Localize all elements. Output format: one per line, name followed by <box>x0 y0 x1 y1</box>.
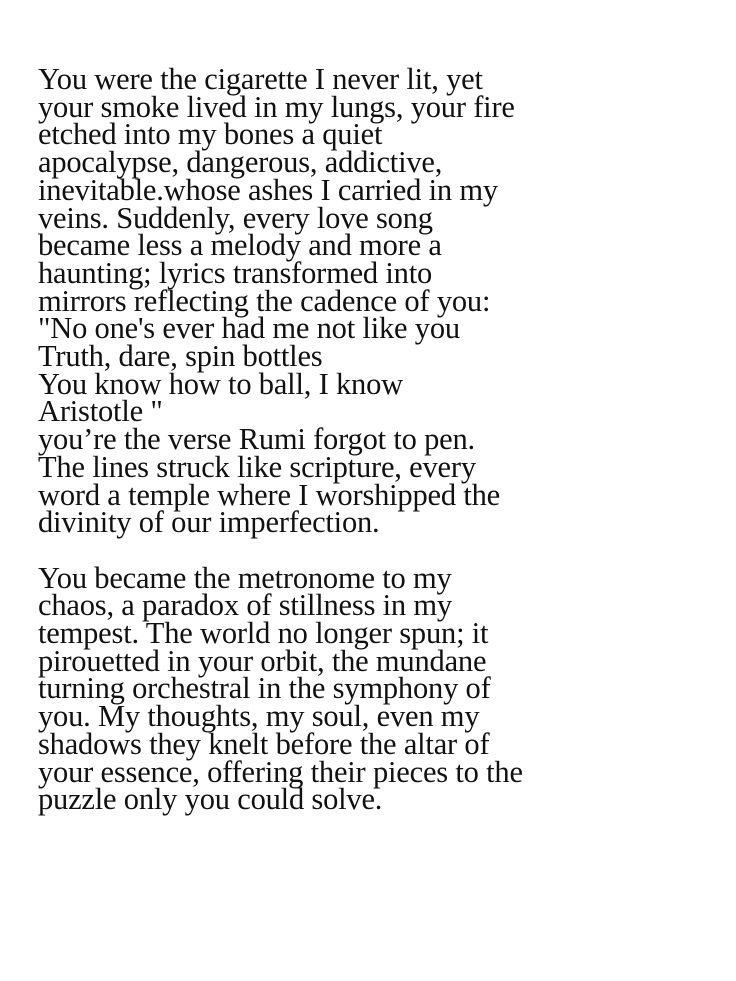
poem-line: etched into my bones a quiet <box>38 117 383 152</box>
poem-line: chaos, a paradox of stillness in my <box>38 588 452 623</box>
poem-line: word a temple where I worshipped the <box>38 477 501 512</box>
poem-line: shadows they knelt before the altar of <box>38 726 490 761</box>
poem-line: you. My thoughts, my soul, even my <box>38 699 480 734</box>
poem-line: pirouetted in your orbit, the mundane <box>38 643 487 678</box>
poem-line: You were the cigarette I never lit, yet <box>38 62 483 96</box>
poem-line: The lines struck like scripture, every <box>38 449 476 484</box>
poem-line: mirrors reflecting the cadence of you: <box>38 283 491 318</box>
poem-line: Aristotle " <box>38 394 163 429</box>
poem-line: divinity of our imperfection. <box>38 505 380 540</box>
poem-line: You know how to ball, I know <box>38 366 403 401</box>
poem-line: puzzle only you could solve. <box>38 782 383 817</box>
stanza-1 <box>38 62 718 540</box>
poem-line: turning orchestral in the symphony of <box>38 671 491 706</box>
poem-line: you’re the verse Rumi forgot to pen. <box>38 422 475 457</box>
poem-line: haunting; lyrics transformed into <box>38 255 433 290</box>
poem-line: apocalypse, dangerous, addictive, <box>38 145 443 180</box>
poem-line: your smoke lived in my lungs, your fire <box>38 89 515 124</box>
poem-text <box>38 62 718 817</box>
poem-line: tempest. The world no longer spun; it <box>38 616 489 651</box>
poem-line: your essence, offering their pieces to the <box>38 754 523 789</box>
poem-line: You became the metronome to my <box>38 560 452 595</box>
poem-line: became less a melody and more a <box>38 228 442 263</box>
poem-line: Truth, dare, spin bottles <box>38 339 323 374</box>
stanza-2 <box>38 560 718 817</box>
poem-line: "No one's ever had me not like you <box>38 311 460 346</box>
poem-line: inevitable.whose ashes I carried in my <box>38 172 498 207</box>
poem-line: veins. Suddenly, every love song <box>38 200 433 235</box>
